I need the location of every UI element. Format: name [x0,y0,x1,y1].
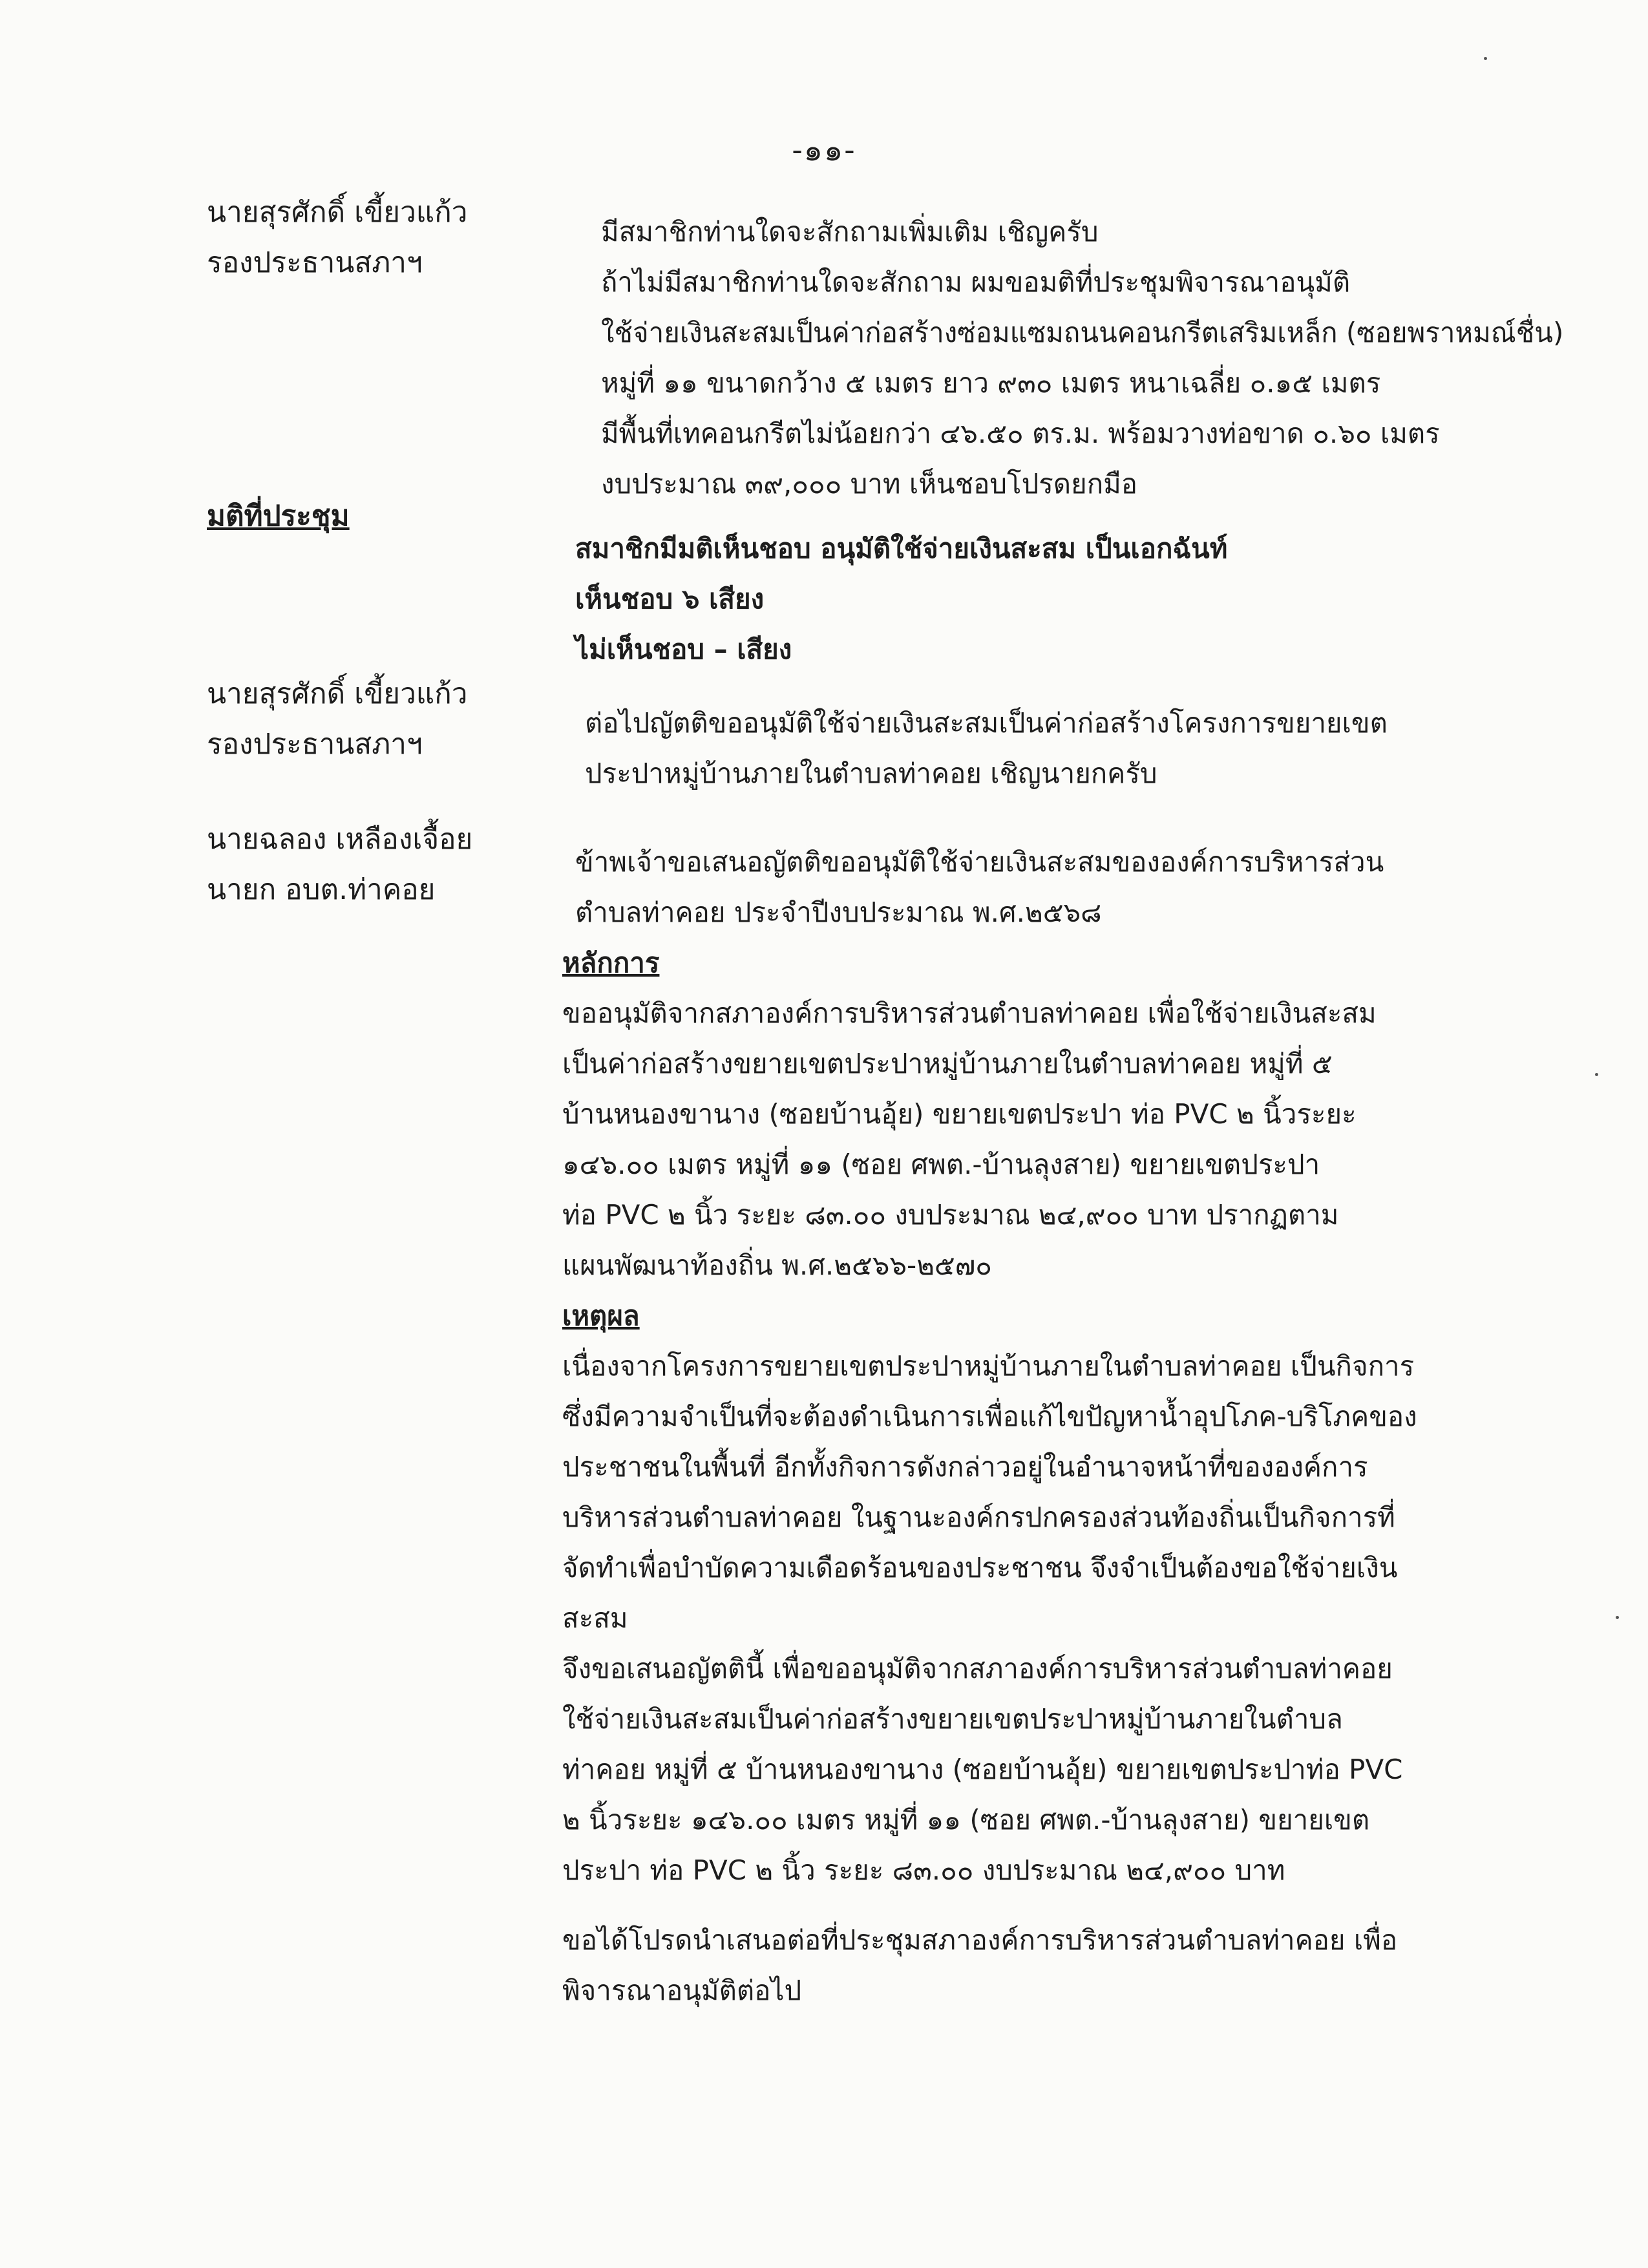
scan-speck [1616,1616,1619,1619]
speaker-name: นายฉลอง เหลืองเจื้อย [207,823,473,856]
speaker-vice-chair-1 [207,187,569,288]
scan-speck [1484,57,1487,60]
vote-approve: เห็นชอบ ๖ เสียง [575,583,765,615]
resolution-heading: มติที่ประชุม [207,500,350,533]
speaker-name: นายสุรศักดิ์ เขี้ยวแก้ว [207,677,468,710]
speaker-title: รองประธานสภาฯ [207,246,423,279]
text-line: ประปาหมู่บ้านภายในตำบลท่าคอย เชิญนายกครับ [585,758,1157,789]
principle-line: เป็นค่าก่อสร้างขยายเขตประปาหมู่บ้านภายในตำบลท่าคอย หมู่ที่ ๕ [562,1048,1333,1079]
reason-line: จัดทำเพื่อบำบัดความเดือดร้อนของประชาชน จึงจำเป็นต้องขอใช้จ่ายเงิน [562,1552,1398,1584]
reason-line: ประปา ท่อ PVC ๒ นิ้ว ระยะ ๘๓.๐๐ งบประมาณ ๒๔,๙๐๐ บาท [562,1854,1285,1886]
text-line: ใช้จ่ายเงินสะสมเป็นค่าก่อสร้างซ่อมแซมถนนคอนกรีตเสริมเหล็ก (ซอยพราหมณ์ชื่น) [601,317,1564,348]
vote-disapprove: ไม่เห็นชอบ – เสียง [575,633,792,665]
closing-line: ขอได้โปรดนำเสนอต่อที่ประชุมสภาองค์การบริหารส่วนตำบลท่าคอย เพื่อ [562,1924,1398,1956]
scan-speck [1595,1073,1598,1076]
statement-mayor [562,837,1454,2016]
principle-line: ขออนุมัติจากสภาองค์การบริหารส่วนตำบลท่าคอย เพื่อใช้จ่ายเงินสะสม [562,997,1377,1029]
speaker-title: นายก อบต.ท่าคอย [207,873,436,906]
reason-line: ประชาชนในพื้นที่ อีกทั้งกิจการดังกล่าวอยู่ในอำนาจหน้าที่ขององค์การ [562,1451,1368,1483]
text-line: มีพื้นที่เทคอนกรีตไม่น้อยกว่า ๔๖.๕๐ ตร.ม. พร้อมวางท่อขาด ๐.๖๐ เมตร [601,418,1440,449]
speaker-name: นายสุรศักดิ์ เขี้ยวแก้ว [207,196,468,229]
principle-line: ๑๔๖.๐๐ เมตร หมู่ที่ ๑๑ (ซอย ศพต.-บ้านลุงสาย) ขยายเขตประปา [562,1149,1320,1180]
text-line: ข้าพเจ้าขอเสนอญัตติขออนุมัติใช้จ่ายเงินสะสมขององค์การบริหารส่วน [575,846,1384,878]
text-line: งบประมาณ ๓๙,๐๐๐ บาท เห็นชอบโปรดยกมือ [601,468,1138,500]
speaker-title: รองประธานสภาฯ [207,728,423,761]
reason-line: จึงขอเสนอญัตตินี้ เพื่อขออนุมัติจากสภาองค์การบริหารส่วนตำบลท่าคอย [562,1653,1393,1684]
reason-line: ท่าคอย หมู่ที่ ๕ บ้านหนองขานาง (ซอยบ้านอุ้ย) ขยายเขตประปาท่อ PVC [562,1754,1403,1785]
closing-line: พิจารณาอนุมัติต่อไป [562,1975,802,2006]
text-line: หมู่ที่ ๑๑ ขนาดกว้าง ๕ เมตร ยาว ๙๓๐ เมตร หนาเฉลี่ย ๐.๑๕ เมตร [601,367,1381,399]
resolution-label [207,491,569,542]
statement-vice-chair-1 [562,207,1564,509]
text-line: มีสมาชิกท่านใดจะสักถามเพิ่มเติม เชิญครับ [601,216,1099,248]
text-line: ต่อไปญัตติขออนุมัติใช้จ่ายเงินสะสมเป็นค่าก่อสร้างโครงการขยายเขต [585,707,1388,739]
reason-line: เนื่องจากโครงการขยายเขตประปาหมู่บ้านภายในตำบลท่าคอย เป็นกิจการ [562,1350,1415,1382]
speaker-vice-chair-2 [207,669,569,770]
resolution-text [562,524,1454,675]
reason-heading: เหตุผล [562,1300,640,1331]
statement-vice-chair-2 [562,698,1454,799]
reason-line: ซึ่งมีความจำเป็นที่จะต้องดำเนินการเพื่อแก้ไขปัญหาน้ำอุปโภค-บริโภคของ [562,1401,1417,1432]
principle-line: ท่อ PVC ๒ นิ้ว ระยะ ๘๓.๐๐ งบประมาณ ๒๔,๙๐๐ บาท ปรากฏตาม [562,1199,1339,1231]
text-line: ตำบลท่าคอย ประจำปีงบประมาณ พ.ศ.๒๕๖๘ [575,896,1102,928]
reason-line: สะสม [562,1602,628,1634]
reason-line: ใช้จ่ายเงินสะสมเป็นค่าก่อสร้างขยายเขตประปาหมู่บ้านภายในตำบล [562,1703,1343,1735]
principle-line: แผนพัฒนาท้องถิ่น พ.ศ.๒๕๖๖-๒๕๗๐ [562,1249,992,1281]
speaker-mayor [207,814,569,915]
resolution-line: สมาชิกมีมติเห็นชอบ อนุมัติใช้จ่ายเงินสะสม เป็นเอกฉันท์ [575,533,1228,564]
page-number: -๑๑- [792,132,856,167]
principle-line: บ้านหนองขานาง (ซอยบ้านอุ้ย) ขยายเขตประปา ท่อ PVC ๒ นิ้วระยะ [562,1098,1357,1130]
text-line: ถ้าไม่มีสมาชิกท่านใดจะสักถาม ผมขอมติที่ประชุมพิจารณาอนุมัติ [601,266,1351,298]
principle-heading: หลักการ [562,947,660,979]
spacer [562,1896,1454,1915]
reason-line: ๒ นิ้วระยะ ๑๔๖.๐๐ เมตร หมู่ที่ ๑๑ (ซอย ศพต.-บ้านลุงสาย) ขยายเขต [562,1804,1370,1836]
reason-line: บริหารส่วนตำบลท่าคอย ในฐานะองค์กรปกครองส่วนท้องถิ่นเป็นกิจการที่ [562,1501,1395,1533]
